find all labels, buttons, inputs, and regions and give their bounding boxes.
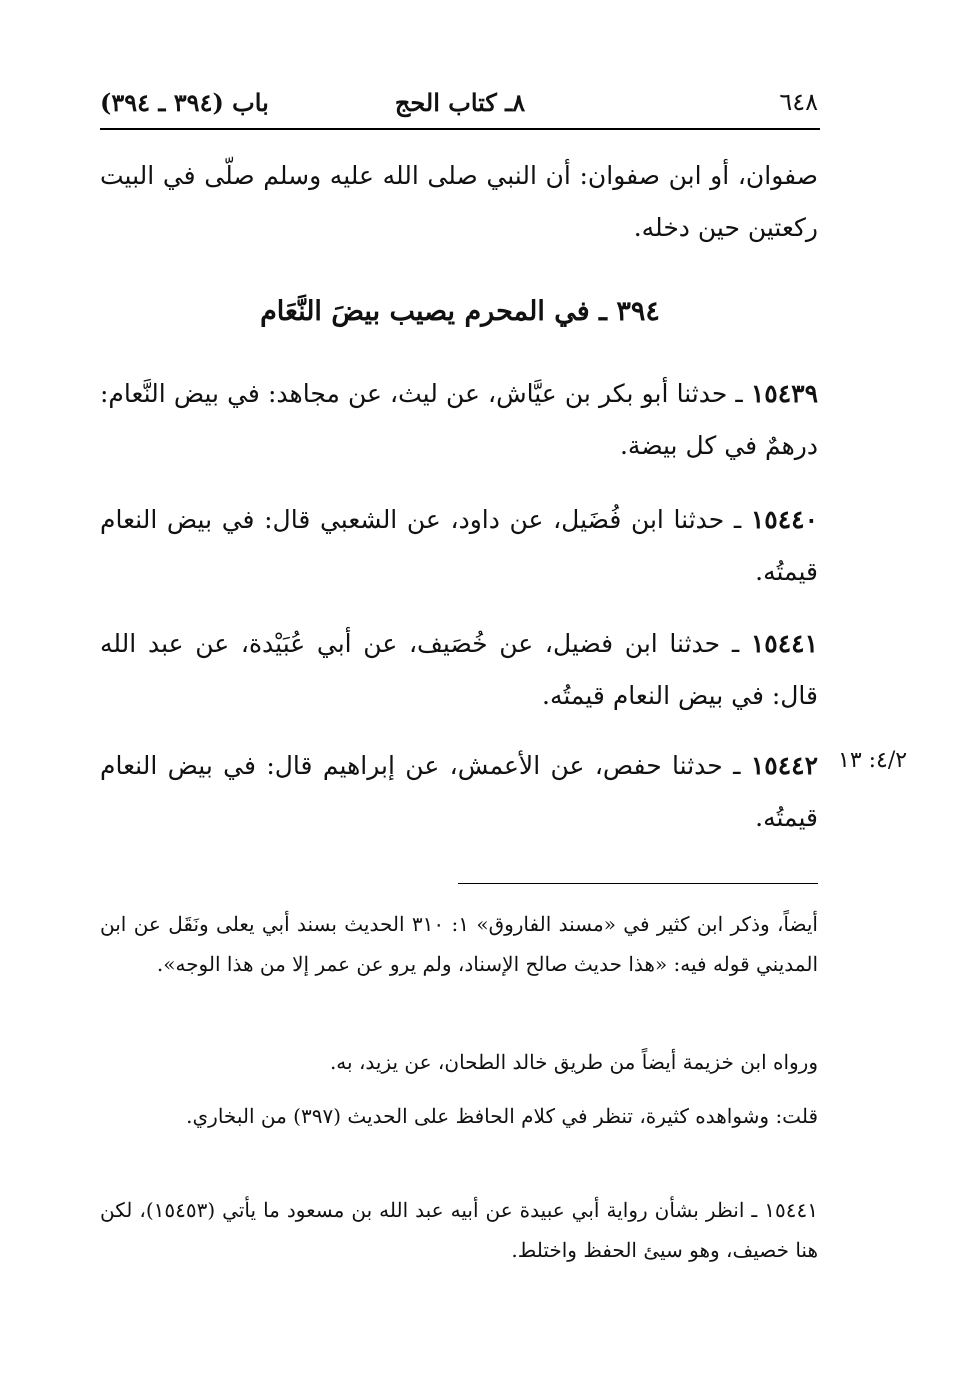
hadith-text: ـ حدثنا ابن فضيل، عن خُصَيف، عن أبي عُبَيْدة، عن عبد الله قال: في بيض النعام قيمتُه.	[100, 629, 818, 710]
hadith-number: ١٥٤٣٩	[750, 379, 818, 408]
footnote-paragraph: أيضاً، وذكر ابن كثير في «مسند الفاروق» ١: ٣١٠ الحديث بسند أبي يعلى ونَقَل عن ابن المديني قوله فيه: «هذا حديث صالح الإسناد، ولم يرو عن عمر إلا من هذا الوجه».	[100, 912, 818, 976]
page-number: ٦٤٨	[779, 88, 818, 116]
hadith-number: ١٥٤٤٠	[750, 505, 818, 534]
hadith-15442	[100, 740, 818, 844]
chapter-heading: ٣٩٤ ـ في المحرم يصيب بيضَ النَّعَام	[260, 296, 660, 327]
footnote-paragraph: ورواه ابن خزيمة أيضاً من طريق خالد الطحان، عن يزيد، به.	[329, 1050, 818, 1074]
intro-paragraph: صفوان، أو ابن صفوان: أن النبي صلى الله عليه وسلم صلّى في البيت ركعتين حين دخله.	[100, 161, 818, 242]
hadith-number: ١٥٤٤١	[750, 629, 818, 658]
hadith-text: ـ حدثنا أبو بكر بن عيَّاش، عن ليث، عن مجاهد: في بيض النَّعام: درهمٌ في كل بيضة.	[100, 379, 818, 460]
book-title: ٨ـ كتاب الحج	[394, 88, 526, 117]
hadith-text: ـ حدثنا حفص، عن الأعمش، عن إبراهيم قال: في بيض النعام قيمتُه.	[100, 751, 818, 832]
hadith-text: ـ حدثنا ابن فُضَيل، عن داود، عن الشعبي قال: في بيض النعام قيمتُه.	[100, 505, 818, 586]
hadith-15441	[100, 618, 818, 722]
hadith-number: ١٥٤٤٢	[750, 751, 818, 780]
hadith-15440	[100, 494, 818, 598]
footnote-paragraph: قلت: وشواهده كثيرة، تنظر في كلام الحافظ على الحديث (٣٩٧) من البخاري.	[186, 1104, 818, 1128]
footnote-paragraph: ١٥٤٤١ ـ انظر بشأن رواية أبي عبيدة عن أبيه عبد الله بن مسعود ما يأتي (١٥٤٥٣)، لكن هنا خصيف، وهو سيئ الحفظ واختلط.	[100, 1198, 818, 1262]
page-header	[100, 88, 820, 128]
hadith-15439	[100, 368, 818, 472]
header-rule	[100, 128, 820, 130]
footnote-rule	[458, 883, 818, 884]
chapter-range: باب (٣٩٤ ـ ٣٩٤)	[100, 88, 269, 117]
margin-reference: ٤/٢: ١٣	[838, 748, 908, 773]
